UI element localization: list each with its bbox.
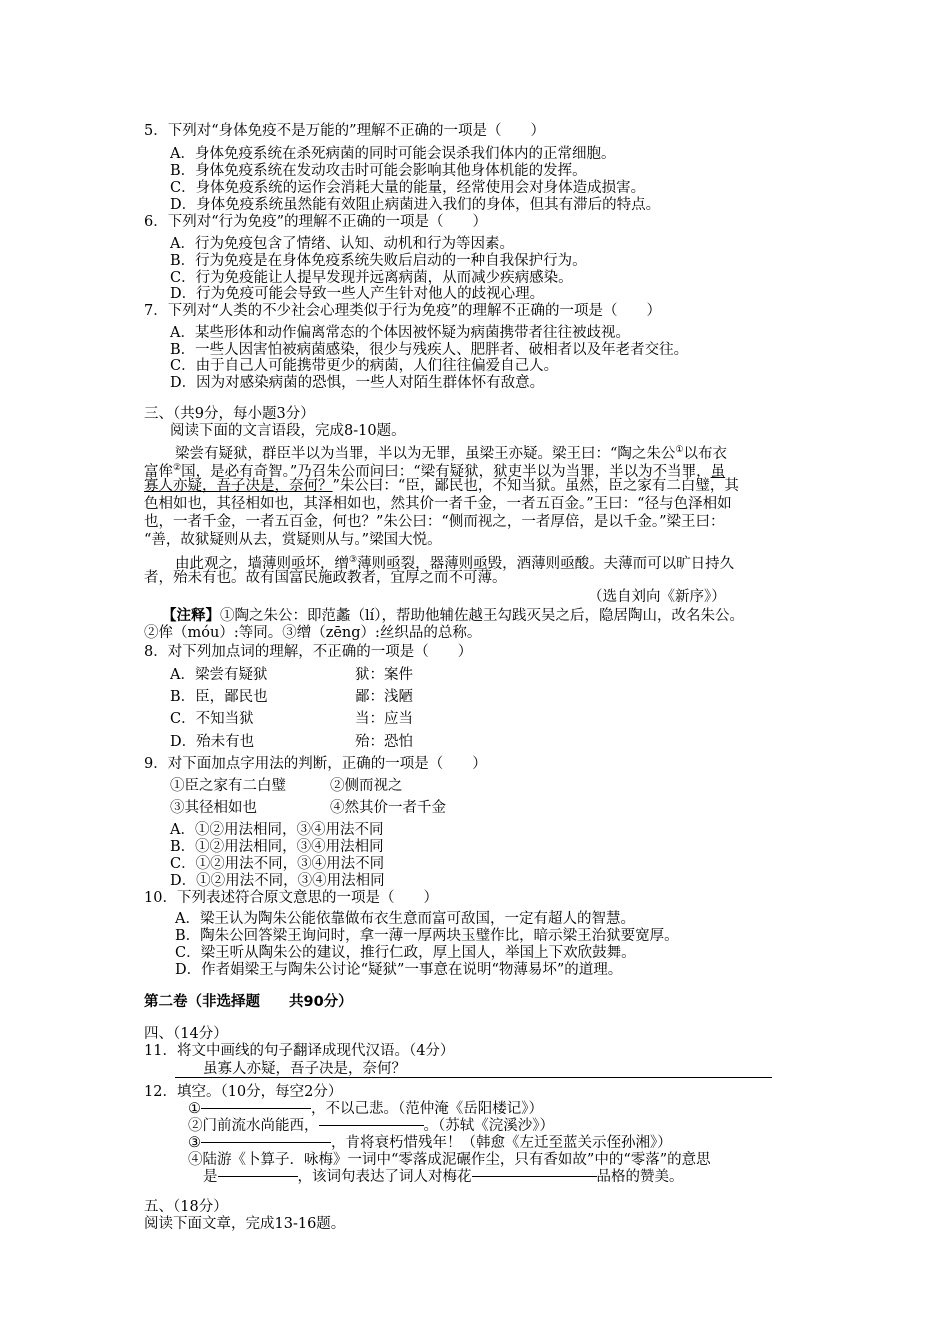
q12-line-2: ②门前流水尚能西， 。（苏轼《浣溪沙》） [188,1118,554,1134]
underlined-sentence: 寡人亦疑，吾子决是，奈何？ [144,478,333,494]
q12-line-4: ④陆游《卜算子．咏梅》一词中“零落成泥碾作尘，只有香如故”中的“零落”的意思 [188,1152,711,1168]
q7-option-b: B．一些人因害怕被病菌感染，很少与残疾人、肥胖者、破相者以及年老者交往。 [170,342,689,358]
passage-line-1: 梁尝有疑狱，群臣半以为当罪，半以为无罪，虽梁王亦疑。梁王曰：“陶之朱公①以布衣 [175,445,727,462]
q8-option-c: C．不知当狱 [170,711,254,727]
q8-option-d: D．殆未有也 [170,734,255,750]
underlined-sentence-start: 虽 [710,463,726,480]
q6-stem: 6．下列对“行为免疫”的理解不正确的一项是（ ） [144,214,488,230]
q10-option-d: D．作者娟梁王与陶朱公讨论“疑狱”一事意在说明“物薄易坏”的道理。 [175,962,623,978]
q9-item-1: ①臣之家有二白璧 [170,778,286,794]
q6-option-b: B．行为免疫是在身体免疫系统失败后启动的一种自我保护行为。 [170,253,587,269]
passage-source: （选自刘向《新序》） [588,589,726,605]
q9-option-d: D．①②用法不同，③④用法相同 [170,873,385,889]
q6-option-c: C．行为免疫能让人提早发现并远离病菌，从而减少疾病感染。 [170,270,573,286]
q12-blank-3[interactable] [201,1142,331,1143]
q8-option-b-gloss: 鄙：浅陋 [355,689,413,705]
section5-intro: 阅读下面文章，完成13-16题。 [144,1216,346,1232]
q12-blank-5[interactable] [472,1176,597,1177]
q11-sentence: 虽寡人亦疑，吾子决是，奈何？ [203,1061,406,1077]
q12-blank-4[interactable] [218,1176,298,1177]
q8-option-d-gloss: 殆：恐怕 [355,734,413,750]
q10-option-a: A．梁王认为陶朱公能依靠做布衣生意而富可敌国，一定有超人的智慧。 [175,911,635,927]
q8-option-c-gloss: 当：应当 [355,711,413,727]
q7-option-d: D．因为对感染病菌的恐惧，一些人对陌生群体怀有敌意。 [170,375,545,391]
part2-title: 第二卷（非选择题 共90分） [144,994,353,1010]
q10-stem: 10．下列表述符合原文意思的一项是（ ） [144,890,438,906]
q7-option-c: C．由于自己人可能携带更少的病菌，人们往往偏爱自己人。 [170,358,559,374]
passage-note-1: 【注释】①陶之朱公：即范蠡（lí），帮助他辅佐越王勾践灭吴之后，隐居陶山，改名朱公。 [162,608,745,624]
q11-answer-line[interactable] [175,1077,772,1078]
q5-option-a: A．身体免疫系统在杀死病菌的同时可能会误杀我们体内的正常细胞。 [170,146,616,162]
q9-item-4: ④然其价一者千金 [330,800,446,816]
q5-option-d: D．身体免疫系统虽然能有效阻止病菌进入我们的身体，但其有滞后的特点。 [170,197,661,213]
q8-option-a-gloss: 狱：案件 [355,667,413,683]
q12-line-5: 是 ，该词句表达了词人对梅花 品格的赞美。 [203,1169,684,1185]
q11-stem: 11．将文中画线的句子翻译成现代汉语。（4分） [144,1043,455,1059]
q12-stem: 12．填空。（10分，每空2分） [144,1084,343,1100]
q12-blank-1[interactable] [201,1108,311,1109]
q8-option-a: A．梁尝有疑狱 [170,667,268,683]
passage-note-2: ②侔（móu）:等同。③缯（zēng）:丝织品的总称。 [144,625,482,641]
q9-stem: 9．对下面加点字用法的判断，正确的一项是（ ） [144,756,487,772]
passage-line-3: 寡人亦疑，吾子决是，奈何？”朱公曰：“臣，鄙民也，不知当狱。虽然，臣之家有二白璧，其 [144,478,739,494]
q9-item-2: ②侧而视之 [330,778,403,794]
passage-line-5: 也，一者千金，一者五百金，何也？”朱公曰：“侧而视之，一者厚倍，是以千金。”梁王曰： [144,514,725,530]
q12-blank-2[interactable] [319,1125,424,1126]
passage-line-7: 由此观之，墙薄则亟坏，缯③薄则亟裂，器薄则亟毁，酒薄则亟酸。夫薄而可以旷日持久 [175,555,735,572]
q7-option-a: A．某些形体和动作偏离常态的个体因被怀疑为病菌携带者往往被歧视。 [170,325,630,341]
q9-option-c: C．①②用法不同，③④用法不同 [170,856,385,872]
q12-line-3: ③ ，肯将衰朽惜残年！（韩愈《左迁至蓝关示侄孙湘》） [188,1135,672,1151]
passage-line-2: 富侔②国，是必有奇智。”乃召朱公而问曰：“梁有疑狱，狱吏半以为当罪，半以为不当罪，虽 [144,463,726,480]
passage-line-4: 色相如也，其径相如也，其泽相如也，然其价一者千金，一者五百金。”王曰：“径与色泽相如 [144,496,732,512]
q5-option-c: C．身体免疫系统的运作会消耗大量的能量，经常使用会对身体造成损害。 [170,180,646,196]
q10-option-c: C．梁王听从陶朱公的建议，推行仁政，厚上国人，举国上下欢欣鼓舞。 [175,945,636,961]
section5-header: 五、（18分） [144,1199,228,1215]
q9-option-b: B．①②用法相同，③④用法相同 [170,839,384,855]
q7-stem: 7．下列对“人类的不少社会心理类似于行为免疫”的理解不正确的一项是（ ） [144,303,662,319]
section3-intro: 阅读下面的文言语段，完成8-10题。 [170,423,406,439]
q12-line-1: ① ，不以己悲。（范仲淹《岳阳楼记》） [188,1101,543,1117]
q5-stem: 5．下列对“身体免疫不是万能的”理解不正确的一项是（ ） [144,123,546,139]
q8-option-b: B．臣，鄙民也 [170,689,268,705]
q8-stem: 8．对下列加点词的理解，不正确的一项是（ ） [144,644,473,660]
q10-option-b: B．陶朱公回答梁王询问时，拿一薄一厚两块玉璧作比，暗示梁王治狱要宽厚。 [175,928,679,944]
section3-header: 三、（共9分，每小题3分） [144,406,315,422]
passage-line-8: 者，殆未有也。故有国富民施政教者，宜厚之而不可薄。 [144,570,507,586]
section4-header: 四、（14分） [144,1026,228,1042]
q9-option-a: A．①②用法相同，③④用法不同 [170,822,384,838]
q6-option-a: A．行为免疫包含了情绪、认知、动机和行为等因素。 [170,236,514,252]
q9-item-3: ③其径相如也 [170,800,257,816]
passage-line-6: “善，故狱疑则从去，赏疑则从与。”梁国大悦。 [144,532,442,548]
q5-option-b: B．身体免疫系统在发动攻击时可能会影响其他身体机能的发挥。 [170,163,587,179]
q6-option-d: D．行为免疫可能会导致一些人产生针对他人的歧视心理。 [170,286,545,302]
